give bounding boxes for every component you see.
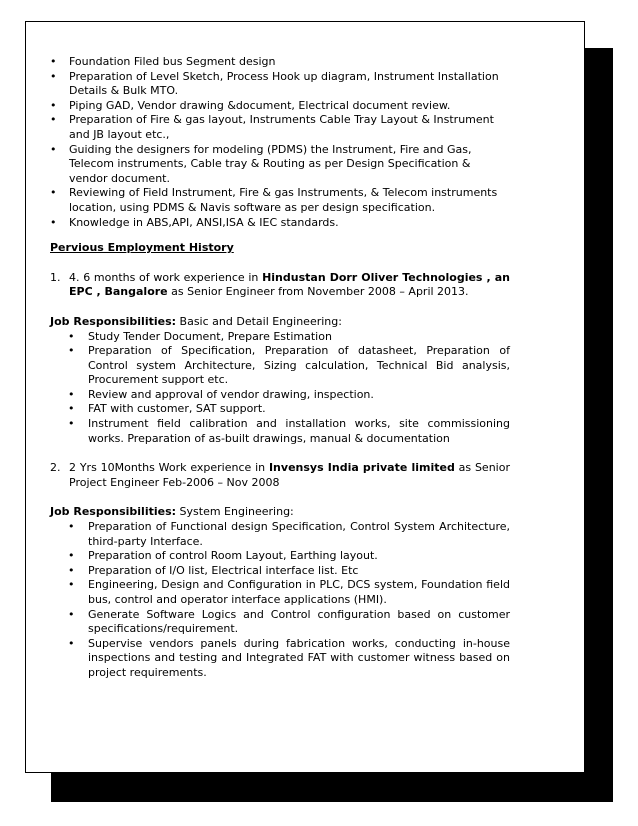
entry-details: as Senior Project Engineer Feb-2006 – Nov 2008 xyxy=(69,461,510,489)
responsibilities-list-2 xyxy=(50,520,510,681)
list-item: • Study Tender Document, Prepare Estimation xyxy=(50,330,510,345)
responsibilities-label: Job Responsibilities: xyxy=(50,314,177,328)
employment-entry-1 xyxy=(50,271,510,300)
list-item: • Instrument field calibration and installation works, site commissioning works. Preparation of as-built drawings, manual & documentation xyxy=(50,417,510,446)
list-item: • Knowledge in ABS,API, ANSI,ISA & IEC standards. xyxy=(50,216,510,231)
list-item: • Guiding the designers for modeling (PDMS) the Instrument, Fire and Gas, Telecom instruments, Cable tray & Routing as per Design Specification & vendor document. xyxy=(50,143,510,187)
entry-intro: 4. 6 months of work experience in xyxy=(69,270,263,284)
job-responsibilities-1 xyxy=(50,315,510,330)
entry-intro: 2 Yrs 10Months Work experience in xyxy=(69,461,269,475)
list-item: • Supervise vendors panels during fabrication works, conducting in-house inspections and testing and Integrated FAT with customer witness based on project requirements. xyxy=(50,637,510,681)
skills-list xyxy=(50,55,510,230)
employment-entry-2 xyxy=(50,461,510,490)
list-item: • Preparation of control Room Layout, Earthing layout. xyxy=(50,549,510,564)
entry-number: 1. xyxy=(50,270,61,284)
list-item: • Preparation of I/O list, Electrical interface list. Etc xyxy=(50,564,510,579)
list-item: • Generate Software Logics and Control configuration based on customer specifications/requirement. xyxy=(50,608,510,637)
list-item: • Foundation Filed bus Segment design xyxy=(50,55,510,70)
entry-details: as Senior Engineer from November 2008 – April 2013. xyxy=(167,285,469,299)
list-item: • Engineering, Design and Configuration in PLC, DCS system, Foundation field bus, control and operator interface applications (HMI). xyxy=(50,578,510,607)
list-item: • Preparation of Fire & gas layout, Instruments Cable Tray Layout & Instrument and JB layout etc., xyxy=(50,113,510,142)
list-item: • Reviewing of Field Instrument, Fire & gas Instruments, & Telecom instruments location, using PDMS & Navis software as per design specification. xyxy=(50,186,510,215)
section-heading-previous-employment: Pervious Employment History xyxy=(50,241,234,255)
responsibilities-list-1 xyxy=(50,330,510,447)
job-responsibilities-2 xyxy=(50,505,510,520)
list-item: • Preparation of Specification, Preparation of datasheet, Preparation of Control system Architecture, Sizing calculation, Technical Bid analysis, Procurement support etc. xyxy=(50,344,510,388)
company-name: Hindustan Dorr Oliver Technologies , an EPC , Bangalore xyxy=(69,270,510,299)
company-name: Invensys India private limited xyxy=(268,461,455,475)
list-item: • FAT with customer, SAT support. xyxy=(50,402,510,417)
list-item: • Preparation of Functional design Specification, Control System Architecture, third-party Interface. xyxy=(50,520,510,549)
list-item: • Review and approval of vendor drawing, inspection. xyxy=(50,388,510,403)
list-item: • Piping GAD, Vendor drawing &document, Electrical document review. xyxy=(50,99,510,114)
responsibilities-type: Basic and Detail Engineering: xyxy=(176,314,342,328)
responsibilities-label: Job Responsibilities: xyxy=(50,505,177,519)
responsibilities-type: System Engineering: xyxy=(176,505,294,519)
list-item: • Preparation of Level Sketch, Process Hook up diagram, Instrument Installation Details & Bulk MTO. xyxy=(50,70,510,99)
document-content xyxy=(50,55,510,681)
entry-number: 2. xyxy=(50,461,61,475)
